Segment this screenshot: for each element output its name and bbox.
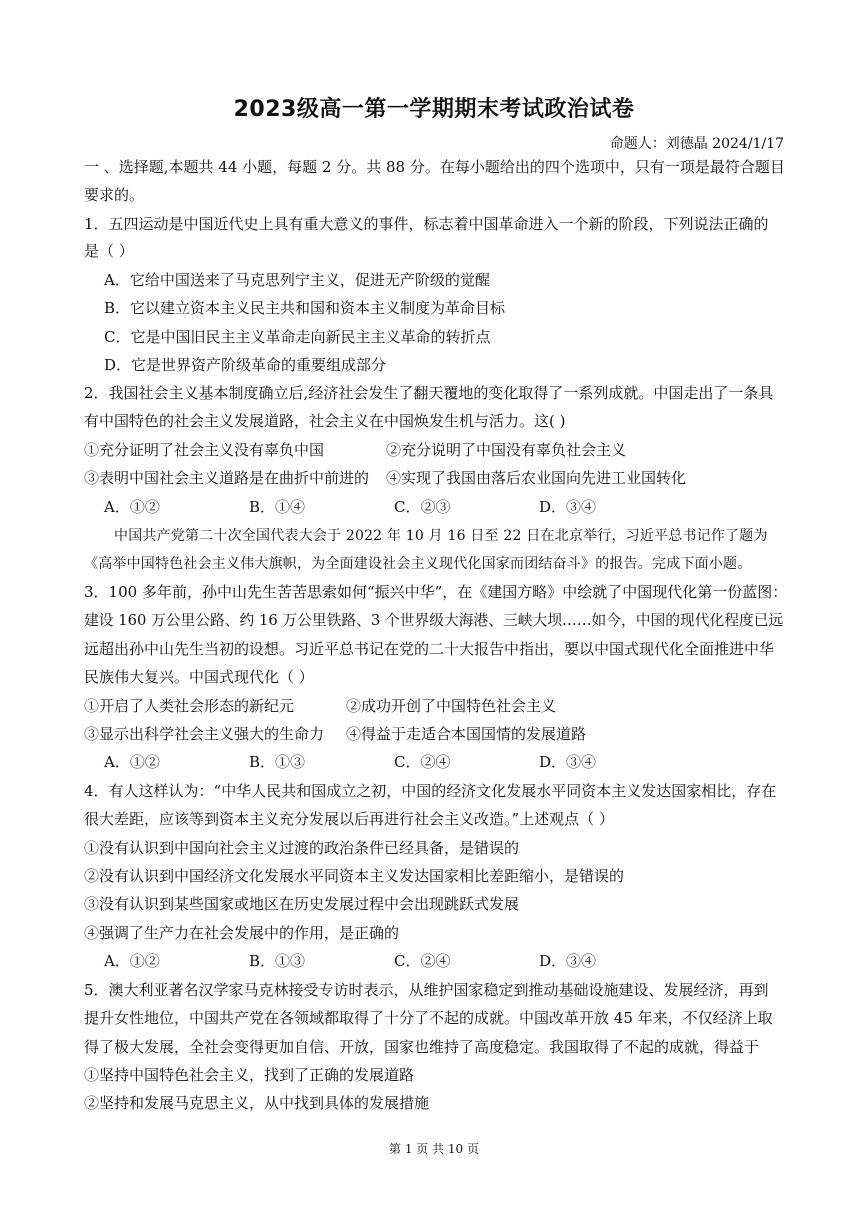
choice-d: D．③④: [539, 952, 597, 970]
material-text: 《高举中国特色社会主义伟大旗帜，为全面建设社会主义现代化国家而团结奋斗》的报告。完成下面小题。: [84, 556, 752, 572]
question-1-option-d: D．它是世界资产阶级革命的重要组成部分: [104, 356, 387, 374]
question-1-option-a: A．它给中国送来了马克思列宁主义，促进无产阶级的觉醒: [104, 271, 490, 289]
choice-d: D．③④: [539, 753, 597, 771]
question-3-item: ②成功开创了中国特色社会主义: [346, 697, 557, 715]
question-2-item: ②充分说明了中国没有辜负社会主义: [386, 441, 627, 459]
question-4-item: ②没有认识到中国经济文化发展水平同资本主义发达国家相比差距缩小，是错误的: [84, 867, 625, 885]
choice-b: B．①④: [249, 498, 306, 516]
question-4-choices: [104, 951, 684, 971]
question-2-choices: [104, 497, 684, 517]
choice-b: B．①③: [249, 952, 306, 970]
question-1-stem: 1．五四运动是中国近代史上具有重大意义的事件，标志着中国革命进入一个新的阶段，下列说法正确的: [84, 215, 769, 233]
question-2-item: ①充分证明了社会主义没有辜负中国: [84, 441, 325, 459]
question-5-stem: 提升女性地位，中国共产党在各领域都取得了十分了不起的成就。中国改革开放 45 年来，不仅经济上取: [84, 1009, 773, 1027]
question-4-item: ③没有认识到某些国家或地区在历史发展过程中会出现跳跃式发展: [84, 895, 520, 913]
question-3-stem: 建设 160 万公里公路、约 16 万公里铁路、3 个世界级大海港、三峡大坝……如今，中国的现代化程度已远: [84, 612, 784, 629]
choice-a: A．①②: [104, 952, 160, 970]
question-3-stem: 3．100 多年前，孙中山先生苦苦思索如何“振兴中华”，在《建国方略》中绘就了中国现代化第一份蓝图：: [84, 583, 788, 601]
section-instructions-line: 要求的。: [84, 186, 145, 204]
question-1-option-c: C．它是中国旧民主主义革命走向新民主主义革命的转折点: [104, 328, 491, 346]
question-4-stem: 4．有人这样认为：“中华人民共和国成立之初，中国的经济文化发展水平同资本主义发达国家相比，存在: [84, 782, 777, 800]
choice-c: C．②④: [394, 952, 451, 970]
question-2-stem: 2．我国社会主义基本制度确立后,经济社会发生了翻天覆地的变化取得了一系列成就。中国走出了一条具: [84, 384, 774, 402]
choice-b: B．①③: [249, 753, 306, 771]
choice-a: A．①②: [104, 498, 160, 516]
material-text: 中国共产党第二十次全国代表大会于 2022 年 10 月 16 日至 22 日在北京举行，习近平总书记作了题为: [114, 528, 768, 544]
question-5-stem: 得了极大发展，全社会变得更加自信、开放，国家也维持了高度稳定。我国取得了不起的成就，得益于: [84, 1038, 760, 1056]
author-date: 命题人：刘德晶 2024/1/17: [609, 136, 784, 152]
question-2-item: ④实现了我国由落后农业国向先进工业国转化: [386, 469, 687, 487]
question-5-item: ①坚持中国特色社会主义，找到了正确的发展道路: [84, 1066, 415, 1084]
question-2-stem: 有中国特色的社会主义发展道路，社会主义在中国焕发生机与活力。这( ): [84, 412, 566, 430]
choice-c: C．②③: [394, 498, 451, 516]
question-4-item: ①没有认识到中国向社会主义过渡的政治条件已经具备，是错误的: [84, 839, 520, 857]
question-2-item: ③表明中国社会主义道路是在曲折中前进的: [84, 469, 370, 487]
section-instructions-line: 一 、选择题,本题共 44 小题，每题 2 分。共 88 分。在每小题给出的四个选项中，只有一项是最符合题目: [84, 158, 785, 176]
question-3-item: ③显示出科学社会主义强大的生命力: [84, 725, 325, 743]
question-3-choices: [104, 752, 684, 772]
page-footer: 第 1 页 共 10 页: [389, 1142, 479, 1156]
question-1-stem: 是（ ）: [84, 242, 134, 260]
question-5-item: ②坚持和发展马克思主义，从中找到具体的发展措施: [84, 1094, 430, 1112]
exam-title: 2023级高一第一学期期末考试政治试卷: [233, 97, 635, 122]
question-1-option-b: B．它以建立资本主义民主共和国和资本主义制度为革命目标: [104, 299, 506, 317]
question-5-stem: 5．澳大利亚著名汉学家马克林接受专访时表示，从维护国家稳定到推动基础设施建设、发展经济，再到: [84, 981, 769, 999]
question-3-item: ④得益于走适合本国国情的发展道路: [346, 725, 587, 743]
choice-a: A．①②: [104, 753, 160, 771]
question-3-stem: 民族伟大复兴。中国式现代化（ ）: [84, 668, 314, 686]
question-3-stem: 远超出孙中山先生当初的设想。习近平总书记在党的二十大报告中指出，要以中国式现代化全面推进中华: [84, 640, 775, 658]
choice-c: C．②④: [394, 753, 451, 771]
choice-d: D．③④: [539, 498, 597, 516]
question-4-stem: 很大差距，应该等到资本主义充分发展以后再进行社会主义改造。”上述观点（ ）: [84, 810, 614, 828]
question-4-item: ④强调了生产力在社会发展中的作用，是正确的: [84, 924, 400, 942]
question-3-item: ①开启了人类社会形态的新纪元: [84, 697, 295, 715]
